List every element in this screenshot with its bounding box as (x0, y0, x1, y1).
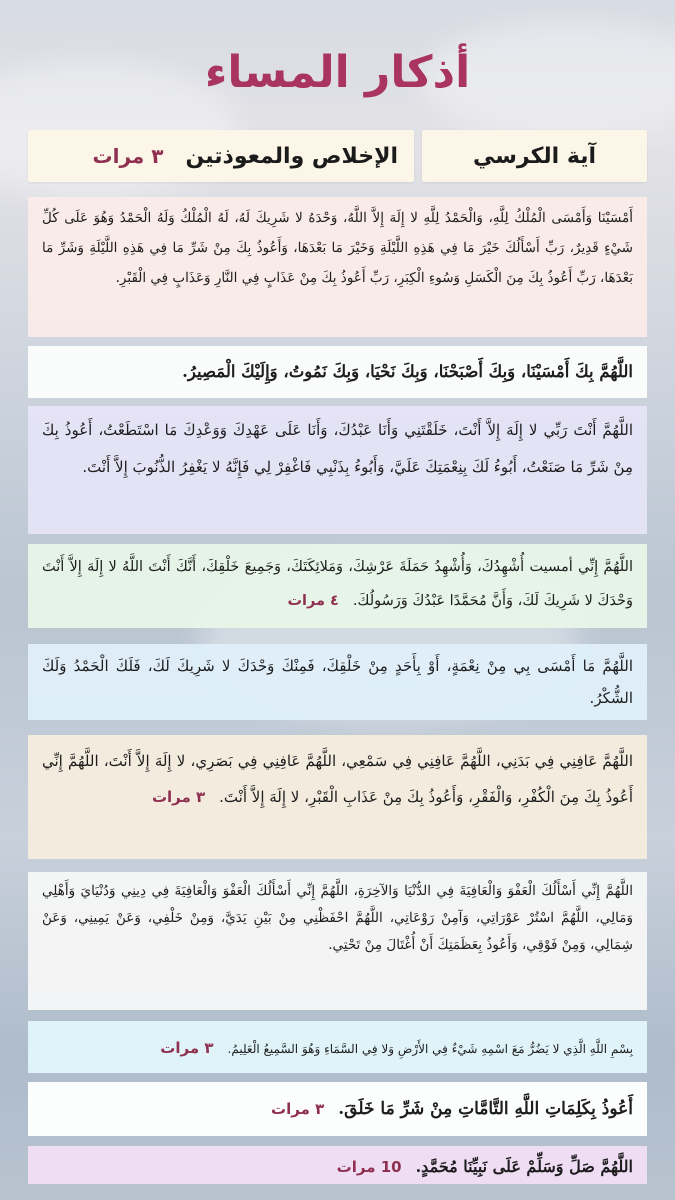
dhikr-text: أَمْسَيْنَا وَأَمْسَى الْمُلْكُ لِلَّهِ، وَالْحَمْدُ لِلَّهِ لا إِلَهَ إِلاَّ اللَّهُ، وَحْدَهُ لا شَرِيكَ لَهُ، لَهُ الْمُلْكُ وَلَهُ الْحَمْدُ وَهُوَ عَلَى كُلِّ شَيْءٍ قَدِيرٌ، رَبِّ أَسْأَلُكَ خَيْرَ مَا فِي هَذِهِ اللَّيْلَةِ وَخَيْرَ مَا بَعْدَهَا، وَأَعُوذُ بِكَ مِنْ شَرِّ مَا فِي هَذِهِ اللَّيْلَةِ وَشَرِّ مَا بَعْدَهَا، رَبِّ أَعُوذُ بِكَ مِنَ الْكَسَلِ وَسُوءِ الْكِبَرِ، رَبِّ أَعُوذُ بِكَ مِنْ عَذَابٍ فِي النَّارِ وَعَذَابٍ فِي الْقَبْرِ. (42, 210, 633, 286)
repeat-count: 10 مرات (336, 1158, 402, 1176)
dhikr-card (28, 406, 647, 534)
tab-ayat-alkursi[interactable] (422, 130, 647, 182)
dhikr-card (28, 1021, 647, 1073)
dhikr-text: أَعُوذُ بِكَلِمَاتِ اللَّهِ التَّامَّاتِ مِنْ شَرِّ مَا خَلَقَ. (338, 1099, 633, 1119)
dhikr-card (28, 872, 647, 1010)
tab-ikhlas-muawwidhatayn[interactable] (28, 130, 414, 182)
dhikr-text: اللَّهُمَّ إِنِّي أمسيت أُشْهِدُكَ، وَأُشْهِدُ حَمَلَةَ عَرْشِكَ، وَمَلائِكَتَكَ، وَجَمِيعَ خَلْقِكَ، أَنَّكَ أَنْتَ اللَّهُ لا إِلَهَ إِلاَّ أَنْتَ وَحْدَكَ لا شَرِيكَ لَكَ، وَأَنَّ مُحَمَّدًا عَبْدُكَ وَرَسُولُكَ. (42, 559, 633, 609)
dhikr-card (28, 346, 647, 398)
dhikr-text: اللَّهُمَّ أَنْتَ رَبِّي لا إِلَهَ إِلاَّ أَنْتَ، خَلَقْتَنِي وَأَنَا عَبْدُكَ، وَأَنَا عَلَى عَهْدِكَ وَوَعْدِكَ مَا اسْتَطَعْتُ، أَعُوذُ بِكَ مِنْ شَرِّ مَا صَنَعْتُ، أَبُوءُ لَكَ بِنِعْمَتِكَ عَلَيَّ، وَأَبُوءُ بِذَنْبِي فَاغْفِرْ لِي فَإِنَّهُ لا يَغْفِرُ الذُّنُوبَ إِلاَّ أَنْتَ. (42, 421, 633, 476)
tab-label: الإخلاص والمعوذتين (185, 143, 398, 169)
dhikr-card (28, 544, 647, 628)
dhikr-card (28, 1146, 647, 1184)
dhikr-text: اللَّهُمَّ مَا أَمْسَى بِي مِنْ نِعْمَةٍ، أَوْ بِأَحَدٍ مِنْ خَلْقِكَ، فَمِنْكَ وَحْدَكَ لا شَرِيكَ لَكَ، فَلَكَ الْحَمْدُ وَلَكَ الشُّكْرُ. (42, 657, 633, 707)
repeat-count: ٣ مرات (92, 144, 164, 168)
repeat-count: ٣ مرات (160, 1039, 214, 1057)
dhikr-text: اللَّهُمَّ إِنِّي أَسْأَلُكَ الْعَفْوَ وَالْعَافِيَةَ فِي الدُّنْيَا وَالآخِرَةِ، اللَّهُمَّ إِنِّي أَسْأَلُكَ الْعَفْوَ وَالْعَافِيَةَ فِي دِينِي وَدُنْيَايَ وَأَهْلِي وَمَالِي، اللَّهُمَّ اسْتُرْ عَوْرَاتِي، وَآمِنْ رَوْعَاتِي، اللَّهُمَّ احْفَظْنِي مِنْ بَيْنِ يَدَيَّ، وَمِنْ خَلْفِي، وَعَنْ يَمِينِي، وَعَنْ شِمَالِي، وَمِنْ فَوْقِي، وَأَعُوذُ بِعَظَمَتِكَ أَنْ أُغْتَالَ مِنْ تَحْتِي. (42, 883, 633, 953)
repeat-count: ٤ مرات (287, 593, 339, 609)
dhikr-text: اللَّهُمَّ بِكَ أَمْسَيْنَا، وَبِكَ أَصْبَحْنَا، وَبِكَ نَحْيَا، وَبِكَ نَمُوتُ، وَإِلَيْكَ الْمَصِيرُ. (182, 362, 633, 381)
dhikr-card (28, 1082, 647, 1136)
repeat-count: ٣ مرات (151, 788, 206, 806)
tab-label: آية الكرسي (473, 143, 596, 169)
dhikr-card (28, 735, 647, 859)
dhikr-text: اللَّهُمَّ عَافِنِي فِي بَدَنِي، اللَّهُمَّ عَافِنِي فِي سَمْعِي، اللَّهُمَّ عَافِنِي فِي بَصَرِي، لا إِلَهَ إِلاَّ أَنْتَ، اللَّهُمَّ إِنِّي أَعُوذُ بِكَ مِنَ الْكُفْرِ، وَالْفَقْرِ، وَأَعُوذُ بِكَ مِنْ عَذَابِ الْقَبْرِ، لا إِلَهَ إِلاَّ أَنْتَ. (42, 752, 633, 806)
dhikr-text: بِسْمِ اللَّهِ الَّذِي لا يَضُرُّ مَعَ اسْمِهِ شَيْءٌ فِي الأَرْضِ وَلا فِي السَّمَاءِ وَهُوَ السَّمِيعُ الْعَلِيمُ. (227, 1042, 633, 1056)
dhikr-text: اللَّهُمَّ صَلِّ وَسَلِّمْ عَلَى نَبِيِّنَا مُحَمَّدٍ. (415, 1157, 633, 1176)
dhikr-card (28, 644, 647, 720)
repeat-count: ٣ مرات (271, 1100, 325, 1118)
dhikr-card (28, 197, 647, 337)
page-title: أذكار المساء (204, 47, 471, 98)
